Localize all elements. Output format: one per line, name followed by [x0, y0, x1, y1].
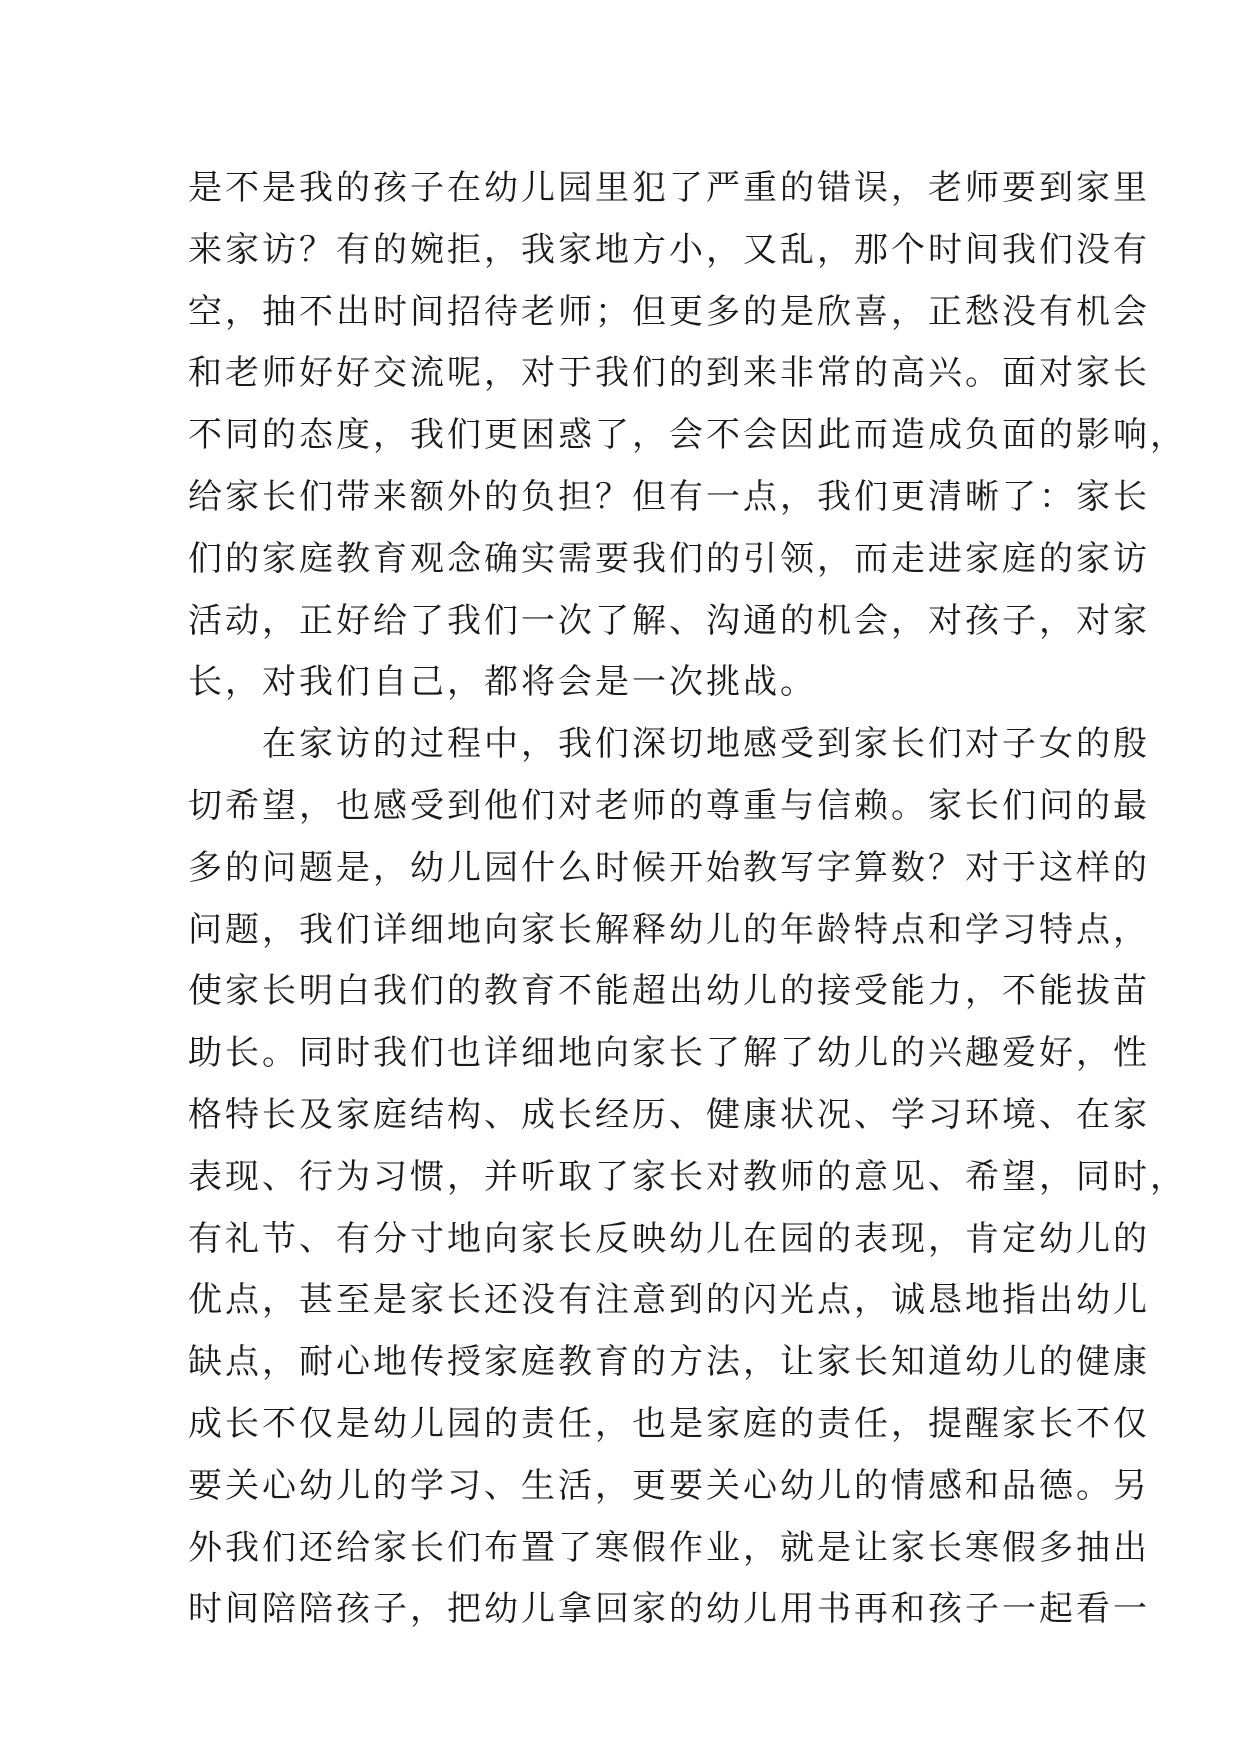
text-line: 空，抽不出时间招待老师；但更多的是欣喜，正愁没有机会: [188, 291, 1150, 332]
text-line: 多的问题是，幼儿园什么时候开始教写字算数？对于这样的: [188, 847, 1150, 888]
body-text: [188, 158, 1187, 1641]
text-line: 要关心幼儿的学习、生活，更要关心幼儿的情感和品德。另: [188, 1465, 1150, 1506]
text-line: 在家访的过程中，我们深切地感受到家长们对子女的殷: [188, 724, 1150, 765]
text-line: 使家长明白我们的教育不能超出幼儿的接受能力，不能拔苗: [188, 971, 1150, 1012]
text-line: 外我们还给家长们布置了寒假作业，就是让家长寒假多抽出: [188, 1527, 1150, 1568]
text-line: 问题，我们详细地向家长解释幼儿的年龄特点和学习特点，: [188, 909, 1150, 950]
text-line: 活动，正好给了我们一次了解、沟通的机会，对孩子，对家: [188, 600, 1150, 641]
text-line: 是不是我的孩子在幼儿园里犯了严重的错误，老师要到家里: [188, 168, 1150, 208]
text-line: 缺点，耐心地传授家庭教育的方法，让家长知道幼儿的健康: [188, 1342, 1150, 1383]
text-line: 和老师好好交流呢，对于我们的到来非常的高兴。面对家长: [188, 353, 1150, 394]
text-line: 成长不仅是幼儿园的责任，也是家庭的责任，提醒家长不仅: [188, 1403, 1150, 1444]
text-line: 不同的态度，我们更困惑了，会不会因此而造成负面的影响，: [188, 415, 1187, 456]
text-line: 优点，甚至是家长还没有注意到的闪光点，诚恳地指出幼儿: [188, 1280, 1150, 1321]
text-line: 切希望，也感受到他们对老师的尊重与信赖。家长们问的最: [188, 785, 1150, 826]
text-line: 长，对我们自己，都将会是一次挑战。: [188, 662, 817, 703]
text-line: 时间陪陪孩子，把幼儿拿回家的幼儿用书再和孩子一起看一: [188, 1589, 1150, 1630]
text-line: 格特长及家庭结构、成长经历、健康状况、学习环境、在家: [188, 1094, 1150, 1135]
text-line: 表现、行为习惯，并听取了家长对教师的意见、希望，同时，: [188, 1156, 1187, 1197]
text-line: 有礼节、有分寸地向家长反映幼儿在园的表现，肯定幼儿的: [188, 1218, 1150, 1259]
text-line: 们的家庭教育观念确实需要我们的引领，而走进家庭的家访: [188, 538, 1150, 579]
text-line: 来家访？有的婉拒，我家地方小，又乱，那个时间我们没有: [188, 229, 1150, 270]
text-line: 给家长们带来额外的负担？但有一点，我们更清晰了：家长: [188, 476, 1150, 517]
text-line: 助长。同时我们也详细地向家长了解了幼儿的兴趣爱好，性: [188, 1033, 1150, 1074]
